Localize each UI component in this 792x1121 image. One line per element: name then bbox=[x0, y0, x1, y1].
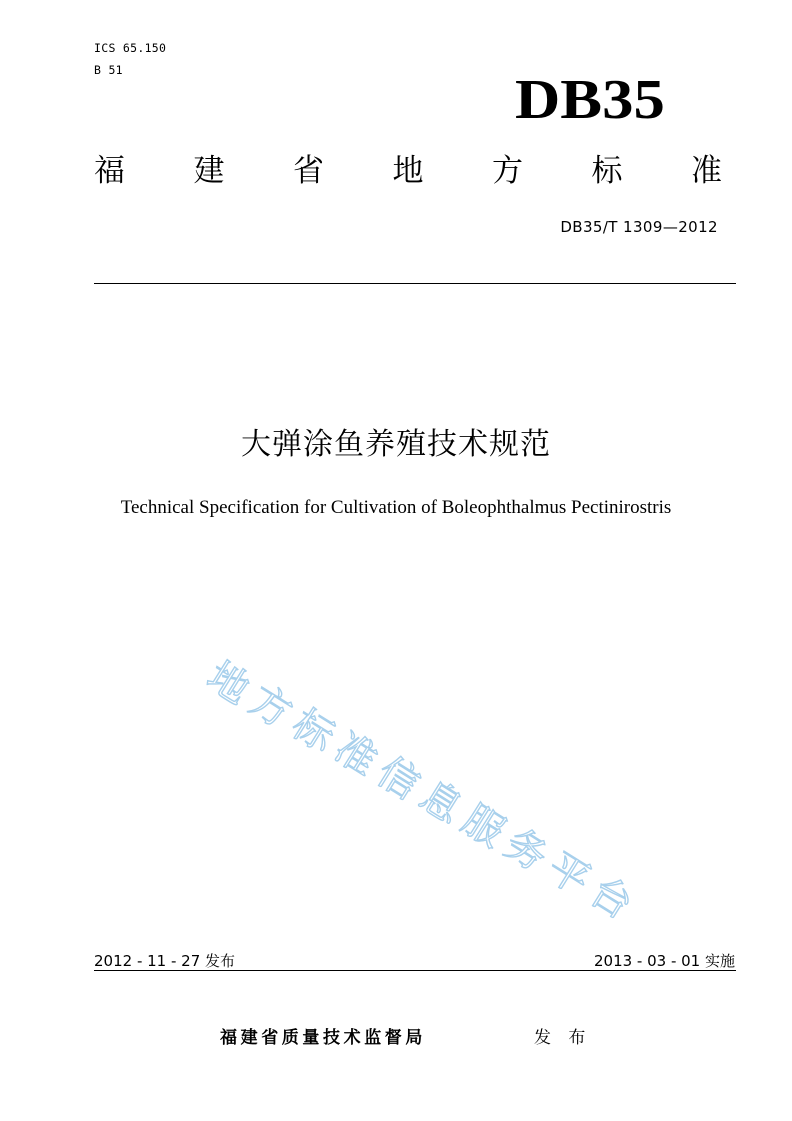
implementation-date: 2013 - 03 - 01 实施 bbox=[593, 952, 735, 970]
standard-type-char: 方 bbox=[492, 153, 523, 189]
standard-type-char: 建 bbox=[193, 153, 225, 189]
standard-type-char: 省 bbox=[293, 153, 324, 189]
watermark-char: 务 bbox=[496, 820, 556, 881]
watermark-char: 息 bbox=[411, 772, 470, 833]
document-title-english: Technical Specification for Cultivation of Boleophthalmus Pectinirostris bbox=[120, 497, 672, 518]
standard-type-heading bbox=[94, 153, 722, 189]
ics-code: ICS 65.150 bbox=[94, 41, 167, 55]
watermark-char: 平 bbox=[539, 844, 598, 905]
watermark-char: 地 bbox=[198, 653, 258, 714]
classification-code: B 51 bbox=[94, 63, 123, 77]
watermark-char: 方 bbox=[241, 677, 300, 738]
watermark-char: 准 bbox=[326, 724, 385, 786]
top-divider bbox=[94, 283, 736, 284]
watermark-char: 台 bbox=[581, 868, 641, 929]
watermark-char: 标 bbox=[284, 700, 343, 762]
standard-number: DB35/T 1309—2012 bbox=[560, 218, 718, 236]
standard-type-char: 准 bbox=[691, 153, 722, 189]
standard-type-char: 标 bbox=[591, 153, 623, 189]
watermark bbox=[198, 653, 645, 935]
standard-type-char: 地 bbox=[392, 153, 424, 189]
watermark-text bbox=[199, 653, 640, 928]
standard-type-char: 福 bbox=[94, 153, 125, 189]
watermark-char: 信 bbox=[369, 748, 428, 809]
issue-date: 2012 - 11 - 27 发布 bbox=[94, 952, 236, 970]
watermark-char: 服 bbox=[454, 796, 513, 857]
issuing-authority: 福建省质量技术监督局 bbox=[220, 1028, 426, 1048]
document-title-chinese: 大弹涂鱼养殖技术规范 bbox=[241, 427, 551, 462]
issue-label: 发 布 bbox=[534, 1028, 592, 1048]
bottom-divider bbox=[94, 970, 736, 971]
db35-logo: DB35 bbox=[515, 69, 665, 131]
